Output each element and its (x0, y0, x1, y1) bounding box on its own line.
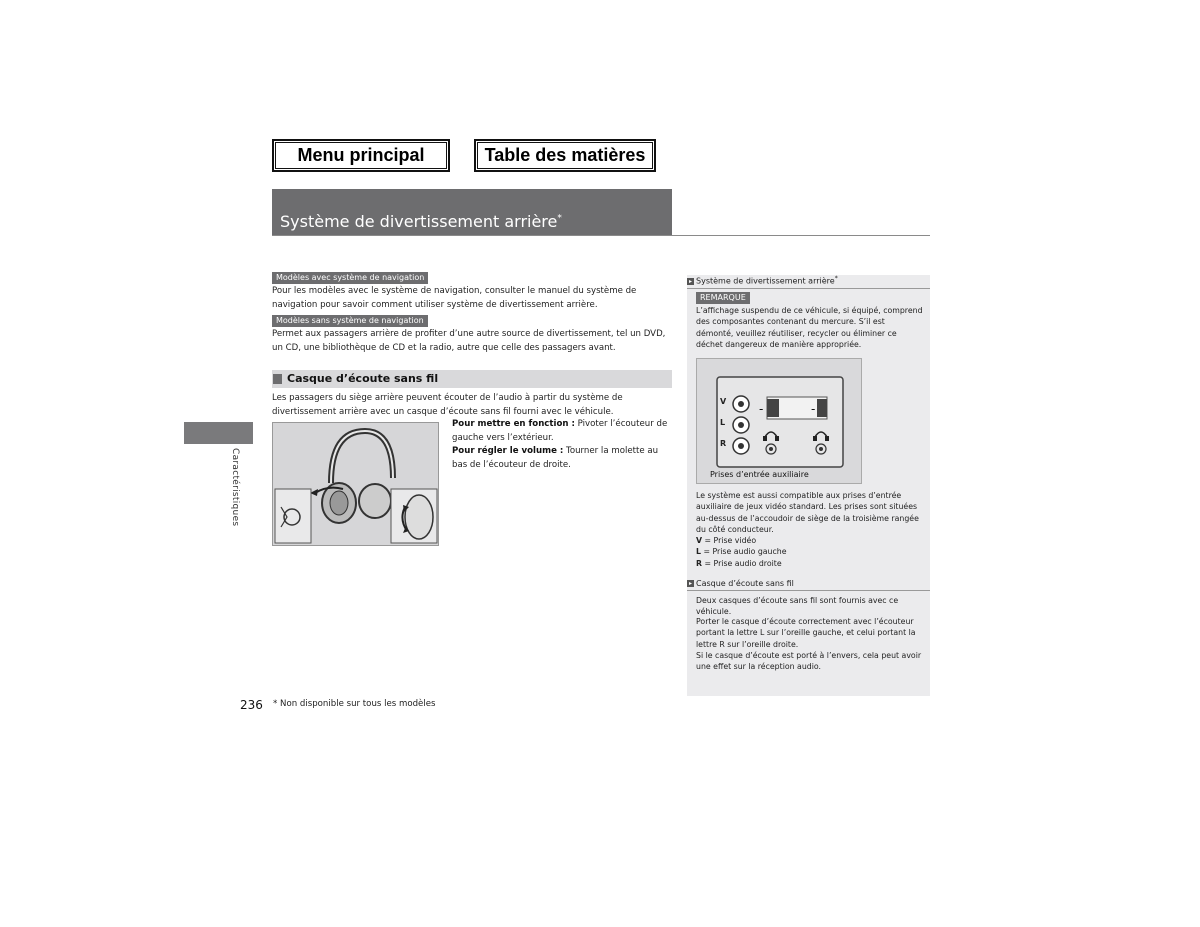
title-rule (272, 235, 930, 236)
jack-label-l: L (720, 418, 726, 427)
jack-label-r: R (720, 439, 727, 448)
headset-note-1: Deux casques d’écoute sans fil sont fournis avec ce véhicule. (696, 596, 899, 617)
tag-with-navigation: Modèles avec système de navigation (272, 272, 428, 284)
menu-principal-button[interactable]: Menu principal (272, 139, 450, 172)
headset-note-2: Porter le casque d’écoute correctement avec l’écouteur portant la lettre L sur l’oreille gauche, et celui portant la lettre R sur l’oreille droite. (696, 617, 916, 649)
chapter-label: Caractéristiques (230, 448, 240, 527)
power-instruction: Pour mettre en fonction : Pivoter l’écouteur de gauche vers l’extérieur. (452, 419, 668, 443)
legend-item: L = Prise audio gauche (696, 547, 787, 557)
chapter-tab (184, 422, 253, 444)
section-intro: Les passagers du siège arrière peuvent écouter de l’audio à partir du système de divertissement arrière avec un casque d’écoute sans fil fourni avec le véhicule. (272, 393, 623, 417)
reference-rear-entertainment[interactable]: ▸ Système de divertissement arrière* (687, 275, 930, 289)
legend-item: R = Prise audio droite (696, 558, 782, 568)
jack-legend (696, 535, 924, 569)
legend-item: V = Prise vidéo (696, 536, 757, 545)
volume-instruction: Pour régler le volume : Tourner la molette au bas de l’écouteur de droite. (452, 446, 659, 470)
page-title: Système de divertissement arrière* (280, 212, 562, 231)
headset-note-3: Si le casque d’écoute est porté à l’envers, cela peut avoir une effet sur la réception audio. (696, 651, 922, 672)
headset-illustration (272, 422, 439, 546)
section-title: Casque d’écoute sans fil (287, 372, 439, 385)
remarque-badge: REMARQUE (696, 292, 750, 304)
table-des-matieres-button[interactable]: Table des matières (474, 139, 656, 172)
jack-caption: Prises d’entrée auxiliaire (710, 470, 809, 479)
footnote: * Non disponible sur tous les modèles (273, 699, 436, 709)
page-number: 236 (240, 698, 263, 712)
paragraph-navigation: Pour les modèles avec le système de navigation, consulter le manuel du système de navigation pour savoir comment utiliser système de divertissement arrière. (272, 286, 637, 310)
paragraph-no-navigation: Permet aux passagers arrière de profiter d’une autre source de divertissement, tel un DVD, un CD, une bibliothèque de CD et la radio, autre que celle des passagers avant. (272, 329, 666, 353)
svg-text:-: - (811, 402, 816, 416)
jack-label-v: V (720, 397, 727, 406)
tag-without-navigation: Modèles sans système de navigation (272, 315, 428, 327)
remarque-text: L’affichage suspendu de ce véhicule, si équipé, comprend des composantes contenant du mercure. S’il est démonté, veuillez réutiliser, recycler ou éliminer ce déchet dangereux de manière appropriée. (696, 306, 923, 349)
compatibility-text: Le système est aussi compatible aux prises d’entrée auxiliaire de jeux vidéo standard. Les prises sont situées au-dessus de l’accoudoir de siège de la troisième rangée du côté conducteur. (696, 491, 919, 534)
section-marker (273, 374, 282, 384)
svg-text:-: - (759, 402, 764, 416)
reference-wireless-headset[interactable]: ▸ Casque d’écoute sans fil (687, 579, 930, 591)
